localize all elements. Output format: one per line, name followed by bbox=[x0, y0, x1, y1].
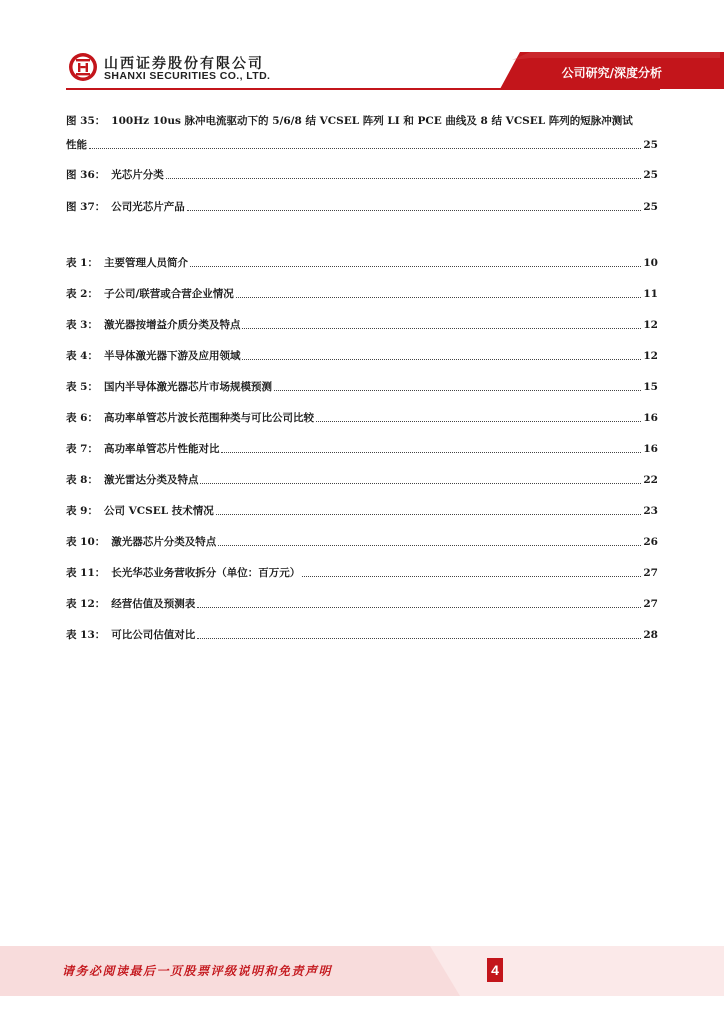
header-divider bbox=[66, 88, 660, 90]
toc-page-number: 27 bbox=[643, 598, 658, 610]
toc-entry-figure-35-cont[interactable] bbox=[66, 136, 658, 152]
toc-entry-table-9[interactable] bbox=[66, 502, 658, 518]
toc-page-number: 11 bbox=[643, 288, 658, 300]
company-name-cn: 山西证券股份有限公司 bbox=[104, 56, 264, 72]
toc-label: 表 1： bbox=[66, 257, 98, 269]
toc-page-number: 25 bbox=[643, 169, 658, 181]
toc-entry-table-4[interactable] bbox=[66, 347, 658, 363]
toc-entry-table-2[interactable] bbox=[66, 285, 658, 301]
page-header bbox=[0, 0, 724, 100]
toc-entry-table-7[interactable] bbox=[66, 440, 658, 456]
dot-leader bbox=[89, 147, 641, 149]
toc-entry-table-5[interactable] bbox=[66, 378, 658, 394]
toc-title: 长光华芯业务营收拆分（单位：百万元） bbox=[111, 567, 301, 579]
toc-label: 图 35： bbox=[66, 115, 106, 127]
toc-title-continued: 性能 bbox=[66, 139, 87, 151]
toc-label: 图 36： bbox=[66, 169, 106, 181]
toc-page-number: 16 bbox=[643, 443, 658, 455]
toc-entry-table-8[interactable] bbox=[66, 471, 658, 487]
dot-leader bbox=[221, 451, 641, 453]
toc-page-number: 22 bbox=[643, 474, 658, 486]
toc-title: 光芯片分类 bbox=[111, 169, 164, 181]
dot-leader bbox=[302, 575, 641, 577]
toc-entry-table-11[interactable] bbox=[66, 564, 658, 580]
toc-entry-figure-36[interactable] bbox=[66, 166, 658, 182]
toc-label: 表 4： bbox=[66, 350, 98, 362]
toc-label: 表 8： bbox=[66, 474, 98, 486]
toc-title: 激光器按增益介质分类及特点 bbox=[103, 319, 241, 331]
toc-label: 表 12： bbox=[66, 598, 106, 610]
toc-page-number: 23 bbox=[643, 505, 658, 517]
toc-title: 公司光芯片产品 bbox=[111, 201, 185, 213]
toc-page-number: 10 bbox=[643, 257, 658, 269]
toc-label: 表 3： bbox=[66, 319, 98, 331]
dot-leader bbox=[242, 358, 641, 360]
report-type-tag: 公司研究/深度分析 bbox=[561, 66, 662, 80]
dot-leader bbox=[218, 544, 641, 546]
toc-label: 表 10： bbox=[66, 536, 106, 548]
toc-label: 图 37： bbox=[66, 201, 106, 213]
toc-page-number: 12 bbox=[643, 319, 658, 331]
toc-title: 子公司/联营或合营企业情况 bbox=[103, 288, 234, 300]
toc-label: 表 7： bbox=[66, 443, 98, 455]
dot-leader bbox=[274, 389, 641, 391]
dot-leader bbox=[190, 265, 641, 267]
toc-label: 表 6： bbox=[66, 412, 98, 424]
dot-leader bbox=[187, 209, 642, 211]
toc-title: 高功率单管芯片性能对比 bbox=[103, 443, 220, 455]
toc-entry-table-12[interactable] bbox=[66, 595, 658, 611]
dot-leader bbox=[166, 177, 642, 179]
disclaimer-notice: 请务必阅读最后一页股票评级说明和免责声明 bbox=[62, 964, 333, 978]
toc-label: 表 9： bbox=[66, 505, 98, 517]
toc-title: 激光器芯片分类及特点 bbox=[111, 536, 217, 548]
dot-leader bbox=[316, 420, 641, 422]
toc-entry-table-3[interactable] bbox=[66, 316, 658, 332]
toc-title: 100Hz 10us 脉冲电流驱动下的 5/6/8 结 VCSEL 阵列 LI 和 PCE 曲线及 8 结 VCSEL 阵列的短脉冲测试 bbox=[111, 115, 633, 127]
toc-title: 国内半导体激光器芯片市场规模预测 bbox=[103, 381, 272, 393]
toc-entry-table-6[interactable] bbox=[66, 409, 658, 425]
toc-entry-table-13[interactable] bbox=[66, 626, 658, 642]
dot-leader bbox=[200, 482, 641, 484]
dot-leader bbox=[236, 296, 642, 298]
toc-page-number: 12 bbox=[643, 350, 658, 362]
toc-entry-figure-37[interactable] bbox=[66, 198, 658, 214]
toc-title: 可比公司估值对比 bbox=[111, 629, 196, 641]
toc-label: 表 13： bbox=[66, 629, 106, 641]
toc-page-number: 25 bbox=[643, 139, 658, 151]
toc-entry-figure-35[interactable] bbox=[66, 112, 658, 128]
toc-title: 半导体激光器下游及应用领域 bbox=[103, 350, 241, 362]
toc-title: 经营估值及预测表 bbox=[111, 598, 196, 610]
toc-title: 高功率单管芯片波长范围种类与可比公司比较 bbox=[103, 412, 314, 424]
company-name-en: SHANXI SECURITIES CO., LTD. bbox=[104, 70, 271, 82]
toc-page-number: 25 bbox=[643, 201, 658, 213]
header-red-band bbox=[0, 0, 724, 100]
toc-label: 表 2： bbox=[66, 288, 98, 300]
toc-entry-table-10[interactable] bbox=[66, 533, 658, 549]
toc-page-number: 16 bbox=[643, 412, 658, 424]
toc-label: 表 5： bbox=[66, 381, 98, 393]
page-number: 4 bbox=[487, 958, 503, 982]
toc-page-number: 15 bbox=[643, 381, 658, 393]
toc-entry-table-1[interactable] bbox=[66, 254, 658, 270]
dot-leader bbox=[197, 637, 641, 639]
dot-leader bbox=[197, 606, 641, 608]
toc-page-number: 26 bbox=[643, 536, 658, 548]
toc-title: 公司 VCSEL 技术情况 bbox=[103, 505, 214, 517]
dot-leader bbox=[242, 327, 641, 329]
toc-title: 激光雷达分类及特点 bbox=[103, 474, 199, 486]
toc-page-number: 28 bbox=[643, 629, 658, 641]
toc-title: 主要管理人员简介 bbox=[103, 257, 188, 269]
toc-page-number: 27 bbox=[643, 567, 658, 579]
toc-label: 表 11： bbox=[66, 567, 106, 579]
dot-leader bbox=[216, 513, 642, 515]
